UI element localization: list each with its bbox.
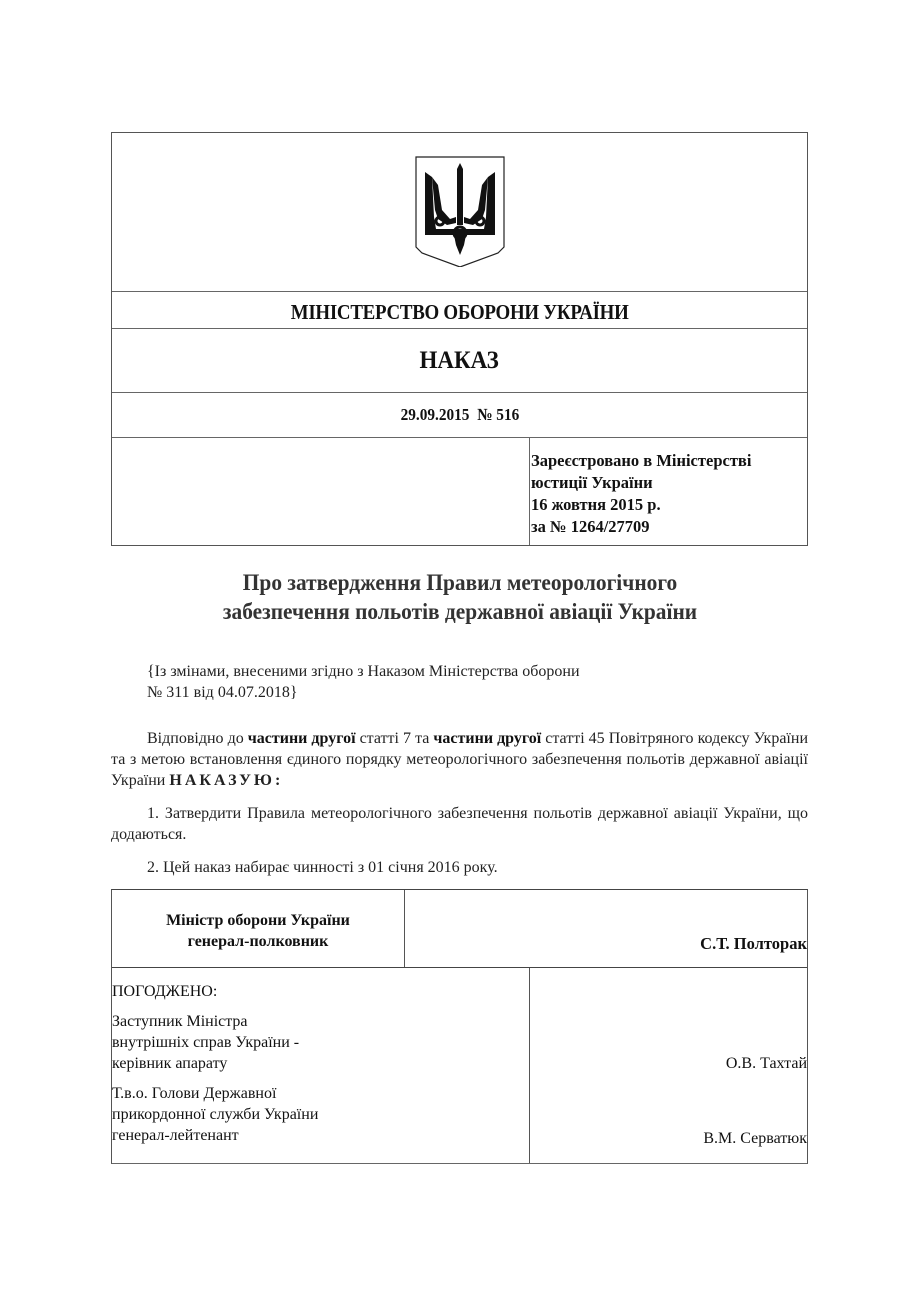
agreed-names bbox=[530, 968, 807, 1163]
position-line: Заступник Міністра bbox=[112, 1013, 248, 1030]
agreed-row bbox=[112, 968, 807, 1163]
agreed-label: ПОГОДЖЕНО: bbox=[112, 983, 218, 1000]
law-link-part2-art7[interactable]: частини другої bbox=[247, 730, 356, 747]
document-title bbox=[110, 568, 810, 626]
position-line: Т.в.о. Голови Державної bbox=[112, 1085, 277, 1102]
title-line: Про затвердження Правил метеорологічного bbox=[242, 570, 678, 595]
agreed-positions bbox=[112, 968, 530, 1163]
doc-type-row bbox=[112, 329, 807, 393]
amendment-note bbox=[147, 661, 580, 703]
preamble-text: статті 45 Повітряного кодексу України та з метою встановлення єдиного порядку метеорологічного забезпечення польотів державної авіації України bbox=[111, 730, 809, 789]
item-text: Цей наказ набирає чинності з 01 січня 2016 року. bbox=[159, 859, 498, 876]
minister-name: С.Т. Полторак bbox=[700, 934, 807, 953]
item-1 bbox=[111, 803, 808, 845]
position-line: прикордонної служби України bbox=[112, 1106, 319, 1123]
minister-position bbox=[112, 890, 405, 967]
registration-line: за № 1264/27709 bbox=[531, 517, 650, 536]
registration-stamp bbox=[530, 438, 807, 545]
signatory-position-1 bbox=[112, 1011, 529, 1074]
amendment-line: {Із змінами, внесеними згідно з Наказом Міністерства оборони bbox=[147, 663, 580, 680]
rank-line: генерал-полковник bbox=[187, 932, 329, 950]
order-word: НАКАЗУЮ: bbox=[169, 772, 284, 789]
date-number-row bbox=[112, 393, 807, 438]
emblem-row bbox=[112, 133, 807, 292]
doc-type: НАКАЗ bbox=[419, 346, 500, 374]
amendment-line: № 311 від 04.07.2018} bbox=[147, 684, 298, 701]
signature-table bbox=[111, 889, 808, 1164]
item-number: 1. bbox=[147, 805, 159, 822]
position-line: генерал-лейтенант bbox=[112, 1127, 239, 1144]
header-table bbox=[111, 132, 808, 546]
rules-link[interactable]: Правила метеорологічного забезпечення польотів державної авіації України bbox=[247, 805, 778, 822]
registration-line: 16 жовтня 2015 р. bbox=[531, 495, 661, 514]
coat-of-arms-icon bbox=[414, 155, 506, 267]
registration-empty-cell bbox=[112, 438, 530, 545]
position-line: внутрішніх справ України - bbox=[112, 1034, 300, 1051]
registration-line: юстиції України bbox=[531, 473, 653, 492]
item-text: , що додаються. bbox=[111, 805, 808, 843]
date-number: 29.09.2015 № 516 bbox=[400, 405, 519, 424]
position-line: керівник апарату bbox=[112, 1055, 228, 1072]
position-line: Міністр оборони України bbox=[166, 911, 350, 929]
minister-signature-row bbox=[112, 890, 807, 968]
law-link-part2-art45[interactable]: частини другої bbox=[433, 730, 542, 747]
preamble-text: статті 7 та bbox=[355, 730, 434, 747]
title-line: забезпечення польотів державної авіації України bbox=[222, 599, 698, 624]
preamble-text: Відповідно до bbox=[147, 730, 248, 747]
item-number: 2. bbox=[147, 859, 159, 876]
preamble-paragraph bbox=[111, 728, 808, 791]
signatory-position-2 bbox=[112, 1083, 529, 1146]
item-text: Затвердити bbox=[159, 805, 248, 822]
signatory-name-1: О.В. Тахтай bbox=[725, 1055, 807, 1072]
item-2 bbox=[111, 857, 808, 878]
registration-row bbox=[112, 438, 807, 545]
ministry-row bbox=[112, 292, 807, 329]
registration-line: Зареєстровано в Міністерстві bbox=[531, 451, 752, 470]
ministry-name: МІНІСТЕРСТВО ОБОРОНИ УКРАЇНИ bbox=[290, 299, 629, 324]
signatory-name-2: В.М. Серватюк bbox=[703, 1130, 807, 1147]
